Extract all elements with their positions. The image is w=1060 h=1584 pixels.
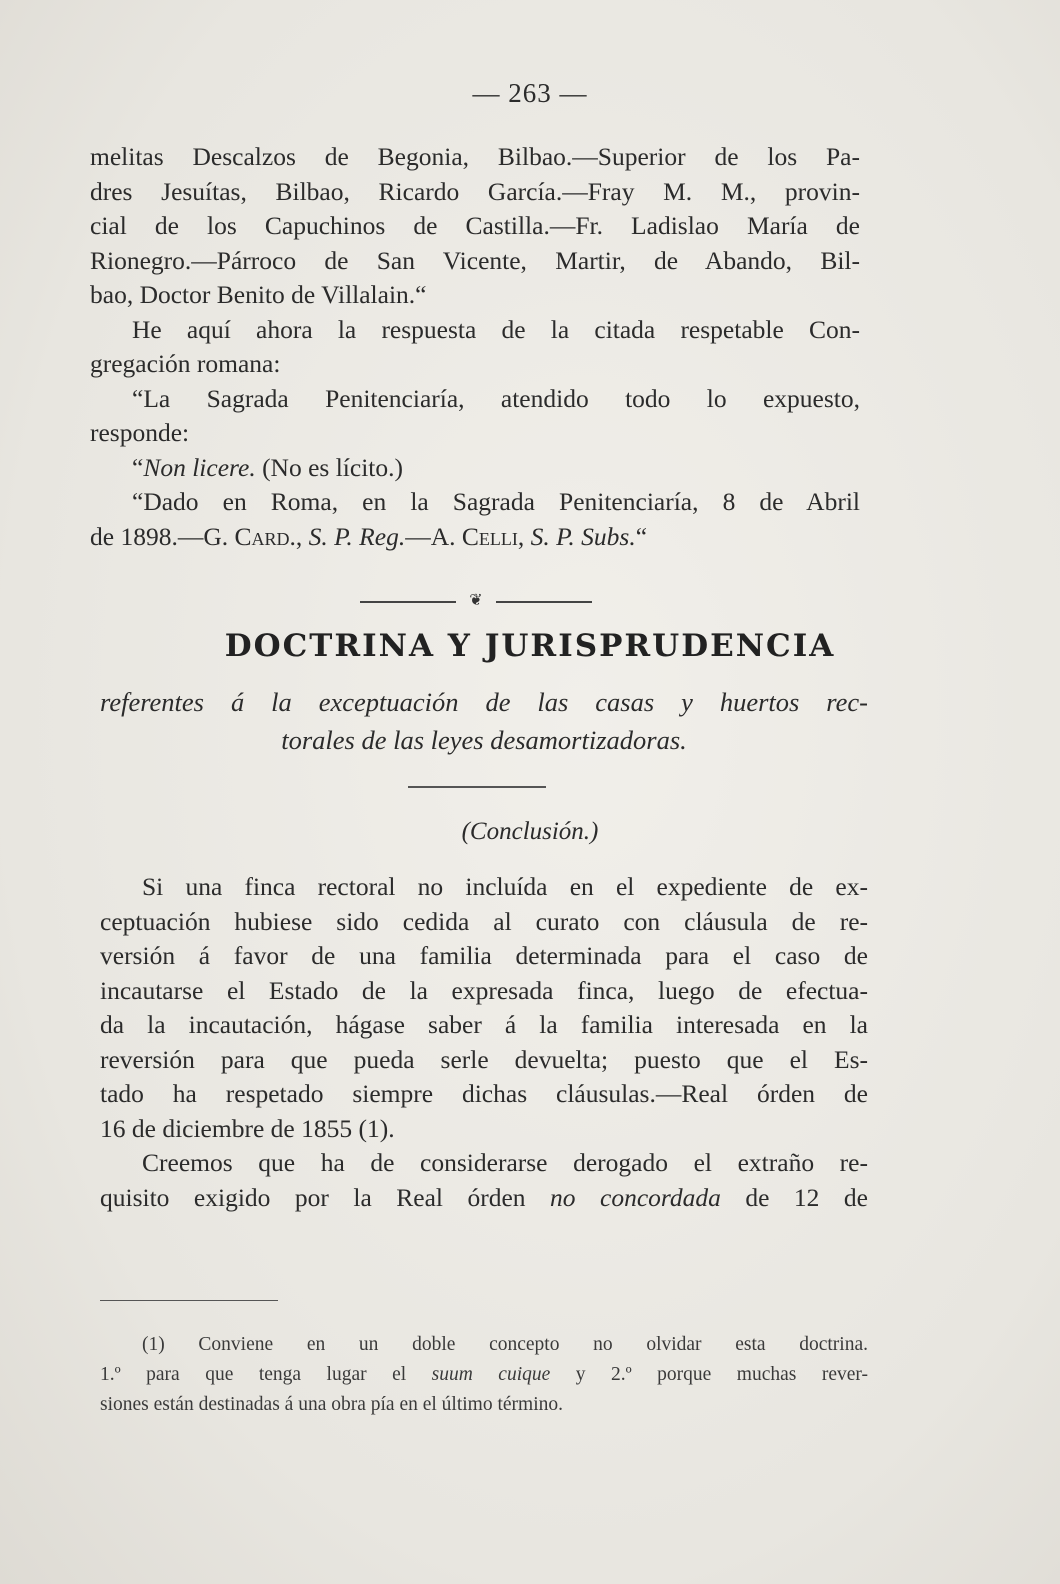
text-line: responde: [90, 418, 190, 447]
separator: — [405, 521, 431, 551]
quote-mark: “ [635, 521, 648, 551]
separator: , [295, 521, 309, 551]
footnote-line [100, 1360, 868, 1390]
signatory-celli: A. Celli [430, 521, 518, 551]
text-line: ceptuación hubiese sido cedida al curato con cláusula de re- [100, 906, 868, 936]
text-line: He aquí ahora la respuesta de la citada respetable Con- [132, 314, 860, 344]
text-line: Rionegro.—Párroco de San Vicente, Martir, de Abando, Bil- [90, 245, 860, 275]
footnote-line: (1) Conviene en un doble concepto no olvidar esta doctrina. [142, 1334, 868, 1355]
footnote [100, 1330, 868, 1420]
conclusion-label: (Conclusión.) [461, 818, 599, 845]
signature-line [90, 520, 860, 555]
text-line: versión á favor de una familia determinada para el caso de [100, 941, 868, 970]
signature-date: de 1898.— [90, 521, 204, 551]
text-line: da la incautación, hágase saber á la familia interesada en la [100, 1010, 868, 1039]
text-line: reversión para que pueda serle devuelta; puesto que el Es- [100, 1044, 868, 1074]
quote-mark: “ [132, 452, 144, 482]
footnote-rule [100, 1300, 278, 1301]
text-line: tado ha respetado siempre dichas cláusulas.—Real órden de [100, 1079, 868, 1108]
latin-phrase: Non licere. [143, 452, 256, 482]
text-line: Creemos que ha de considerarse derogado el extraño re- [142, 1148, 868, 1177]
text-segment: quisito exigido por la Real órden [100, 1182, 551, 1212]
divider-rule [408, 786, 546, 788]
text-line: gregación romana: [90, 349, 281, 378]
text-line: “La Sagrada Penitenciaría, atendido todo lo expuesto, [132, 383, 860, 413]
text-line: cial de los Capuchinos de Castilla.—Fr. Ladislao María de [90, 211, 860, 240]
subheading-line: referentes á la exceptuación de las casas y huertos rec- [100, 687, 868, 717]
footnote-line: siones están destinadas á una obra pía en el último término. [100, 1394, 564, 1415]
title-subs: S. P. Subs. [530, 521, 636, 551]
text-segment: y 2.º porque muchas rever- [550, 1364, 868, 1385]
italic-phrase: no concordada [550, 1182, 721, 1212]
body-paragraphs [100, 870, 868, 1215]
text-segment: de 12 de [720, 1182, 868, 1212]
text-line [100, 1181, 868, 1216]
top-paragraphs [90, 140, 860, 554]
text-line: dres Jesuítas, Bilbao, Ricardo García.—Fray M. M., provin- [90, 176, 860, 206]
subheading-line: torales de las leyes desamortizadoras. [281, 725, 687, 755]
fleuron-ornament: ❦ [360, 597, 592, 607]
text-segment: 1.º para que tenga lugar el [100, 1364, 432, 1385]
text-line: 16 de diciembre de 1855 (1). [100, 1113, 395, 1143]
section-heading: DOCTRINA Y JURISPRUDENCIA [224, 628, 836, 664]
section-subheading [100, 683, 868, 759]
text-line: “Dado en Roma, en la Sagrada Penitenciaría, 8 de Abril [132, 487, 860, 516]
non-licere-line [90, 451, 860, 486]
separator: , [517, 521, 531, 551]
signatory-card: G. Card. [203, 521, 296, 551]
text-line: bao, Doctor Benito de Villalain.“ [90, 280, 427, 309]
text-line: Si una finca rectoral no incluída en el expediente de ex- [142, 872, 868, 901]
title-reg: S. P. Reg. [308, 521, 406, 551]
text-line: incautarse el Estado de la expresada finca, luego de efectua- [100, 975, 868, 1005]
page-number: — 263 — [472, 78, 588, 108]
translation: (No es lícito.) [255, 452, 403, 482]
text-line: melitas Descalzos de Begonia, Bilbao.—Superior de los Pa- [90, 142, 860, 171]
italic-phrase: suum cuique [431, 1364, 551, 1385]
